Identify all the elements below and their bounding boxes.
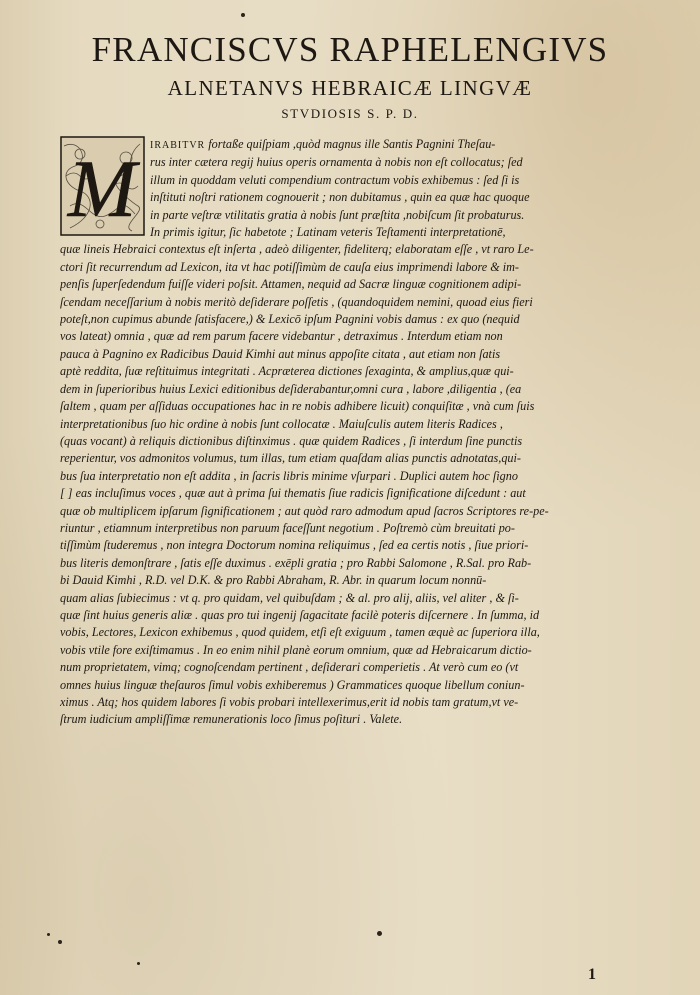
- text-line: vobis, Lectores, Lexicon exhibemus , quod quidem, etſi eſt exiguum , tamen æquè ac ſuperiora illa,: [60, 625, 540, 640]
- text-line: In primis igitur, ſic habetote ; Latinam veteris Teſtamenti interpretationē,: [150, 225, 506, 240]
- ink-speck: [58, 940, 62, 944]
- text-line: tiſſimùm ſtuderemus , non integra Doctorum nomina reliquimus , ſed ea certis notis , ſiue priori-: [60, 538, 529, 553]
- decorated-initial: [60, 136, 145, 236]
- text-line: rus inter cætera regij huius operis ornamenta à nobis non eſt collocatus; ſed: [150, 155, 523, 170]
- text-line: poteſt,non cupimus abunde ſatisfacere,) & Lexicō ipſum Pagnini vobis damus : ex quo (nequid: [60, 312, 520, 327]
- text-line: ximus . Atq; hos quidem labores ſi vobis probari intellexerimus,erit id nobis tam gratum,vt ve-: [60, 695, 519, 709]
- text-line: bus ſua interpretatio non eſt addita , in ſacris libris minime vſurpari . Duplici autem hoc ſigno: [60, 468, 518, 483]
- text-line: inſtituti noſtri rationem cognouerit ; non dubitamus , quin ea quæ hac quoque: [150, 190, 530, 205]
- text-line: [ ] eas incluſimus voces , quæ aut à prima ſui thematis ſiue radicis ſignificatione diſcedunt : aut: [60, 486, 526, 501]
- text-line: ctori ſit recurrendum ad Lexicon, ita vt hac potiſſimùm de cauſa eius imprimendi labore & im-: [60, 259, 519, 274]
- author-heading: FRANCISCVS RAPHELENGIVS: [91, 30, 609, 69]
- text-line: quæ ob multiplicem ipſarum ſignificationem ; aut quòd raro admodum apud ſacros Scriptores re-pe-: [60, 503, 549, 518]
- ink-speck: [137, 962, 140, 965]
- text-line: bus literis demonſtrare , ſatis eſſe duximus . exēpli gratia ; pro Rabbi Salomone , R.Sal. pro Rab-: [60, 555, 532, 570]
- ink-speck: [377, 931, 382, 936]
- text-line: quæ lineis Hebraici contextus eſt inſerta , adeò diligenter, fideliterq; elaboratam eſſe , vt raro Le-: [60, 242, 534, 257]
- text-line: vos lateat) omnia , quæ ad rem parum facere videbantur , detraximus . Interdum etiam non: [60, 329, 503, 344]
- initial-letter: M: [67, 143, 137, 234]
- text-line: illum in quoddam veluti compendium contractum vobis exhibemus : ſed ſi is: [150, 172, 520, 187]
- text-line: ſaltem , quam per aſſiduas occupationes hac in re nobis adhibere licuit) conquiſitæ , vnà cum ſuis: [60, 399, 535, 414]
- text-line: in parte veſtræ vtilitatis gratia à nobis ſunt præſtita ,nobiſcum ſit probaturus.: [150, 207, 525, 222]
- decorated-initial-m-icon: [60, 136, 145, 236]
- text-line: reperientur, vos admonitos volumus, tum illas, tum etiam quaſdam alias punctis adnotatas,qui-: [60, 451, 521, 466]
- author-subheading: ALNETANVS HEBRAICÆ LINGVÆ: [167, 76, 533, 100]
- text-line: dem in ſuperioribus huius Lexici editionibus deſiderabantur,omni cura , labore ,diligentia , (ea: [60, 381, 522, 396]
- text-line: ſcendam neceſſarium à nobis meritò deſiderare poſſetis , (quandoquidem nemini, quoad eius fieri: [60, 294, 533, 309]
- preface-text: [60, 136, 584, 729]
- text-line: quæ ſint huius generis aliæ . quas pro tui ingenij ſagacitate facilè poteris diſcernere . In ſumma, id: [60, 607, 540, 622]
- text-line: num proprietatem, vimq; cognoſcendam pertinent , deſiderari comperietis . At verò cum eo (vt: [60, 660, 519, 675]
- signature-mark: 1: [588, 966, 596, 983]
- text-line-content: fortaße quiſpiam ,quòd magnus ille Santis Pagnini Theſau-: [208, 137, 496, 151]
- initial-word-rest: IRABITVR: [150, 140, 206, 151]
- text-line: [150, 136, 584, 154]
- text-line: riuntur , etiamnum interpretibus non paruum faceſſunt negotium . Poſtremò cùm breuitati po-: [60, 520, 515, 535]
- salutation-heading: STVDIOSIS S. P. D.: [281, 106, 419, 121]
- text-line: interpretationibus ſuo hic ordine à nobis ſunt collocatæ . Maiuſculis autem literis Radices ,: [60, 416, 503, 431]
- text-line: penſis ſuperſedendum fuiſſe videri poſsit. Attamen, nequid ad Sacræ linguæ cognitionem adipi-: [60, 277, 522, 292]
- text-line: bi Dauid Kimhi , R.D. vel D.K. & pro Rabbi Abraham, R. Abr. in quarum locum nonnū-: [60, 573, 487, 588]
- text-line: vobis vtile fore exiſtimamus . In eo enim nihil planè eorum omnium, quæ ad Hebraicarum dictio-: [60, 642, 532, 657]
- text-line: (quas vocant) à reliquis dictionibus diſtinximus . quæ quidem Radices , ſi interdum ſine punctis: [60, 433, 523, 448]
- text-line: ſtrum iudicium ampliſſimæ remunerationis loco ſimus poſituri . Valete.: [60, 712, 403, 727]
- text-line: omnes huius linguæ theſauros ſimul vobis exhiberemus ) Grammatices quoque libellum coniun-: [60, 677, 525, 692]
- text-line: pauca à Pagnino ex Radicibus Dauid Kimhi aut minus appoſite citata , aut etiam non ſatis: [60, 346, 501, 361]
- ink-speck: [47, 933, 50, 936]
- text-line: aptè reddita, ſuæ reſtituimus integritati . Acpræterea dictiones ſexaginta, & amplius,quæ qui-: [60, 364, 514, 379]
- ink-speck: [241, 13, 245, 17]
- text-line: quam alias ſubiecimus : vt q. pro quidam, vel quibuſdam ; & al. pro alij, aliis, vel aliter , & ſi-: [60, 590, 519, 605]
